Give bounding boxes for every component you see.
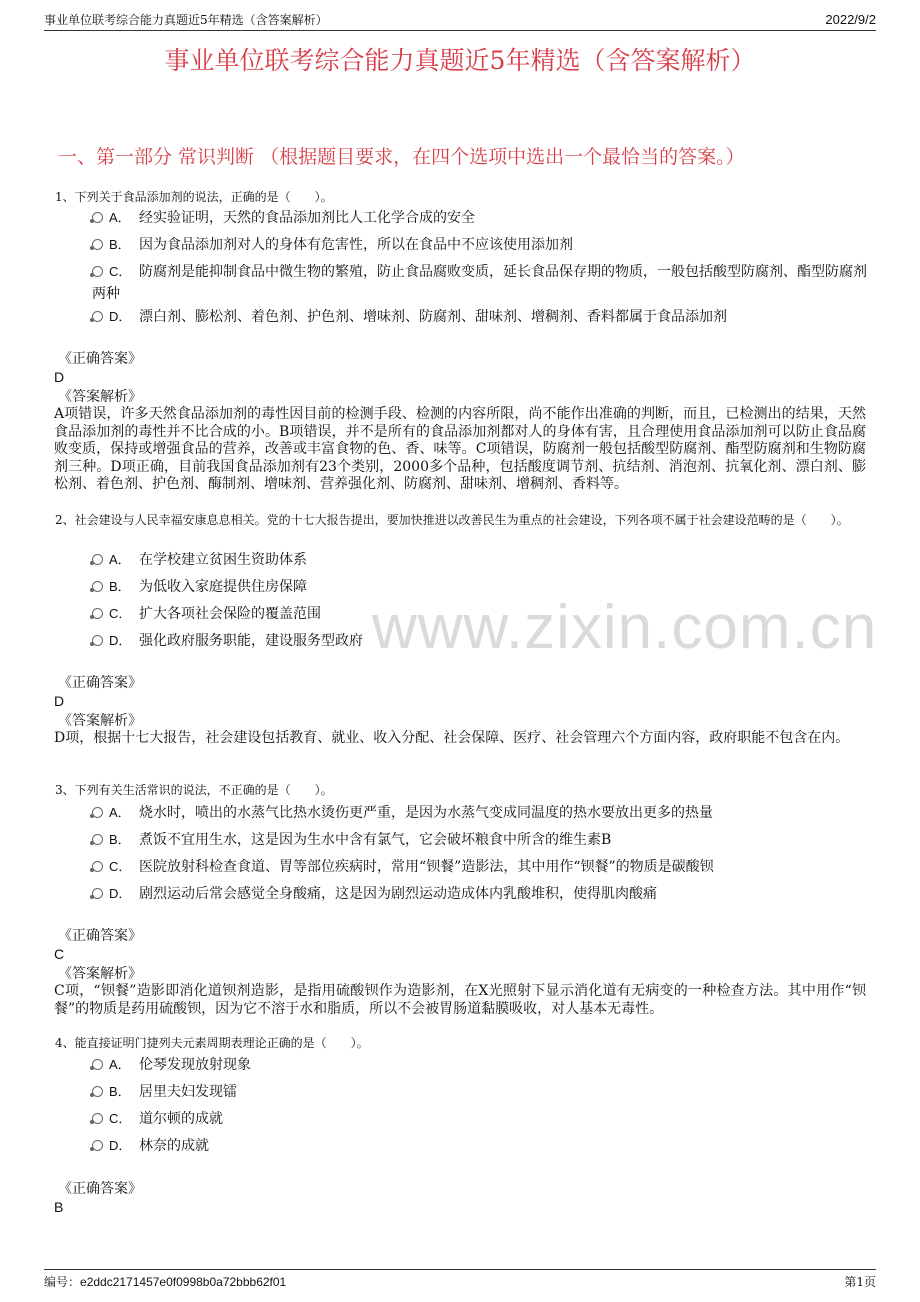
question-4-option-d[interactable]: D． 林奈的成就 [92, 1135, 867, 1157]
question-3-option-d[interactable]: D． 剧烈运动后常会感觉全身酸痛，这是因为剧烈运动造成体内乳酸堆积，使得肌肉酸痛 [92, 883, 867, 905]
question-3-option-a[interactable]: A． 烧水时，喷出的水蒸气比热水烫伤更严重，是因为水蒸气变成同温度的热水要放出更多的热量 [92, 802, 867, 824]
radio-icon[interactable] [92, 554, 103, 565]
option-text: 防腐剂是能抑制食品中微生物的繁殖，防止食品腐败变质，延长食品保存期的物质，一般包括酸型防腐剂、酯型防腐剂两种 [92, 264, 867, 302]
answer-label: 《正确答案》 [58, 1181, 142, 1197]
radio-icon[interactable] [92, 888, 103, 899]
question-2-option-c[interactable]: C． 扩大各项社会保险的覆盖范围 [92, 603, 867, 625]
question-4-stem: 4、能直接证明门捷列夫元素周期表理论正确的是（ ）。 [55, 1036, 369, 1050]
option-text: 伦琴发现放射现象 [139, 1057, 251, 1073]
page-header [44, 10, 876, 31]
page-number: 第1页 [844, 1275, 876, 1289]
radio-icon[interactable] [92, 1140, 103, 1151]
question-2-analysis: D项，根据十七大报告，社会建设包括教育、就业、收入分配、社会保障、医疗、社会管理六个方面内容，政府职能不包含在内。 [54, 730, 850, 746]
question-2-option-d[interactable]: D． 强化政府服务职能，建设服务型政府 [92, 630, 867, 652]
option-text: 漂白剂、膨松剂、着色剂、护色剂、增味剂、防腐剂、甜味剂、增稠剂、香料都属于食品添加剂 [139, 309, 727, 325]
question-4-answer: B [54, 1199, 64, 1215]
question-1-stem: 1、下列关于食品添加剂的说法，正确的是（ ）。 [55, 190, 333, 204]
radio-icon[interactable] [92, 239, 103, 250]
document-title: 事业单位联考综合能力真题近5年精选（含答案解析） [164, 46, 756, 75]
question-2-stem: 2、社会建设与人民幸福安康息息相关。党的十七大报告提出，要加快推进以改善民生为重点的社会建设，下列各项不属于社会建设范畴的是（ ）。 [55, 513, 849, 527]
header-doc-title: 事业单位联考综合能力真题近5年精选（含答案解析） [44, 13, 328, 27]
document-code: 编号：e2ddc2171457e0f0998b0a72bbb62f01 [44, 1275, 287, 1289]
question-1-option-b[interactable]: B． 因为食品添加剂对人的身体有危害性，所以在食品中不应该使用添加剂 [92, 234, 867, 256]
option-text: 剧烈运动后常会感觉全身酸痛，这是因为剧烈运动造成体内乳酸堆积，使得肌肉酸痛 [139, 886, 657, 902]
radio-icon[interactable] [92, 1086, 103, 1097]
question-2-option-a[interactable]: A． 在学校建立贫困生资助体系 [92, 549, 867, 571]
watermark: www.zixin.com.cn [372, 593, 878, 662]
question-1-option-c[interactable]: C． 防腐剂是能抑制食品中微生物的繁殖，防止食品腐败变质，延长食品保存期的物质，一般包括酸型防腐剂、酯型防腐剂两种 [92, 264, 867, 302]
answer-label: 《正确答案》 [58, 351, 142, 367]
question-1-answer: D [54, 369, 65, 385]
radio-icon[interactable] [92, 1113, 103, 1124]
question-1-option-d[interactable]: D． 漂白剂、膨松剂、着色剂、护色剂、增味剂、防腐剂、甜味剂、增稠剂、香料都属于食品添加剂 [92, 306, 867, 328]
radio-icon[interactable] [92, 581, 103, 592]
page-footer [44, 1269, 876, 1292]
question-4-option-a[interactable]: A． 伦琴发现放射现象 [92, 1054, 867, 1076]
option-text: 烧水时，喷出的水蒸气比热水烫伤更严重，是因为水蒸气变成同温度的热水要放出更多的热量 [139, 805, 713, 821]
option-text: 扩大各项社会保险的覆盖范围 [139, 606, 321, 622]
radio-icon[interactable] [92, 266, 103, 277]
radio-icon[interactable] [92, 635, 103, 646]
question-1-analysis: A项错误，许多天然食品添加剂的毒性因目前的检测手段、检测的内容所限，尚不能作出准确的判断，而且，已检测出的结果，天然食品添加剂的毒性并不比合成的小。B项错误，并不是所有的食品添加剂都对人的身体有害，且合理使用食品添加剂可以防止食品腐败变质，保持或增强食品的营养，改善或丰富食物的色、香、味等。C项错误，防腐剂一般包括酸型防腐剂、酯型防腐剂和生物防腐剂三种。D项正确，目前我国食品添加剂有23个类别，2000多个品种，包括酸度调节剂、抗结剂、消泡剂、抗氧化剂、漂白剂、膨松剂、着色剂、护色剂、酶制剂、增味剂、营养强化剂、防腐剂、甜味剂、增稠剂、香料等。 [54, 406, 866, 492]
option-text: 居里夫妇发现镭 [139, 1084, 237, 1100]
question-4-option-b[interactable]: B． 居里夫妇发现镭 [92, 1081, 867, 1103]
radio-icon[interactable] [92, 834, 103, 845]
option-text: 经实验证明，天然的食品添加剂比人工化学合成的安全 [139, 210, 475, 226]
radio-icon[interactable] [92, 311, 103, 322]
analysis-label: 《答案解析》 [58, 713, 142, 729]
question-2-answer: D [54, 693, 65, 709]
analysis-label: 《答案解析》 [58, 389, 142, 405]
radio-icon[interactable] [92, 1059, 103, 1070]
section-heading: 一、第一部分 常识判断 （根据题目要求，在四个选项中选出一个最恰当的答案。） [58, 146, 745, 168]
question-3-answer: C [54, 946, 65, 962]
question-4-option-c[interactable]: C． 道尔顿的成就 [92, 1108, 867, 1130]
question-3-stem: 3、下列有关生活常识的说法，不正确的是（ ）。 [55, 783, 333, 797]
question-2-option-b[interactable]: B． 为低收入家庭提供住房保障 [92, 576, 867, 598]
question-3-option-c[interactable]: C． 医院放射科检查食道、胃等部位疾病时，常用“钡餐”造影法，其中用作“钡餐”的物质是碳酸钡 [92, 856, 867, 878]
option-text: 强化政府服务职能，建设服务型政府 [139, 633, 363, 649]
option-text: 为低收入家庭提供住房保障 [139, 579, 307, 595]
option-text: 道尔顿的成就 [139, 1111, 223, 1127]
option-text: 医院放射科检查食道、胃等部位疾病时，常用“钡餐”造影法，其中用作“钡餐”的物质是碳酸钡 [139, 859, 714, 875]
radio-icon[interactable] [92, 608, 103, 619]
question-1-option-a[interactable]: A． 经实验证明，天然的食品添加剂比人工化学合成的安全 [92, 207, 867, 229]
answer-label: 《正确答案》 [58, 675, 142, 691]
question-3-analysis: C项，“钡餐”造影即消化道钡剂造影，是指用硫酸钡作为造影剂，在X光照射下显示消化道有无病变的一种检查方法。其中用作“钡餐”的物质是药用硫酸钡，因为它不溶于水和脂质，所以不会被胃肠道黏膜吸收，对人基本无毒性。 [54, 983, 866, 1017]
option-text: 在学校建立贫困生资助体系 [139, 552, 307, 568]
analysis-label: 《答案解析》 [58, 966, 142, 982]
radio-icon[interactable] [92, 861, 103, 872]
option-text: 林奈的成就 [139, 1138, 209, 1154]
radio-icon[interactable] [92, 807, 103, 818]
answer-label: 《正确答案》 [58, 928, 142, 944]
option-text: 因为食品添加剂对人的身体有危害性，所以在食品中不应该使用添加剂 [139, 237, 573, 253]
header-date: 2022/9/2 [825, 12, 876, 27]
radio-icon[interactable] [92, 212, 103, 223]
option-text: 煮饭不宜用生水，这是因为生水中含有氯气，它会破坏粮食中所含的维生素B [139, 832, 612, 848]
question-3-option-b[interactable]: B． 煮饭不宜用生水，这是因为生水中含有氯气，它会破坏粮食中所含的维生素B [92, 829, 867, 851]
